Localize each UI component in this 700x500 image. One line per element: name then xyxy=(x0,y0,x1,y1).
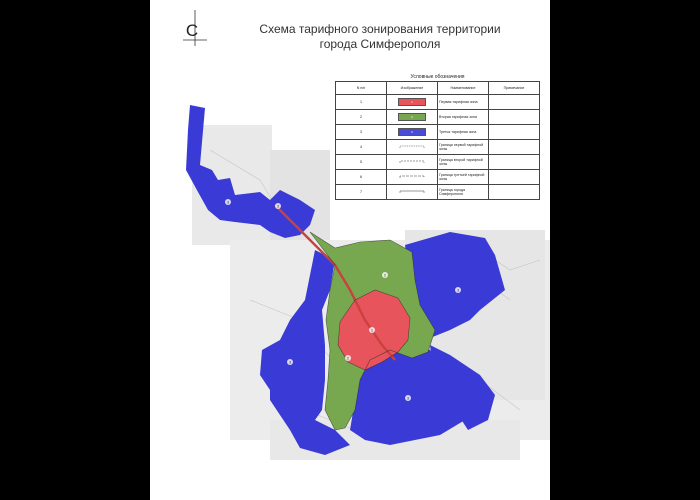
legend-row-sample xyxy=(387,155,438,170)
map-subtitle: города Симферополя xyxy=(319,37,441,51)
north-letter: С xyxy=(185,21,199,40)
zone-3-marker-south-label: 3 xyxy=(406,395,410,401)
map-sheet xyxy=(150,0,550,500)
zone-2-marker-label: 2 xyxy=(346,355,350,361)
legend xyxy=(335,73,540,200)
zone-3-marker-west-label: 3 xyxy=(288,359,292,365)
legend-header-image: Изображение xyxy=(387,82,438,95)
legend-row-name: Граница города Симферополя xyxy=(438,185,489,200)
legend-header-note: Примечание xyxy=(489,82,540,95)
legend-row-note xyxy=(489,170,540,185)
legend-row xyxy=(336,185,540,200)
legend-row-note xyxy=(489,95,540,110)
zone-3-marker-north-label: 3 xyxy=(226,199,230,205)
legend-row-sample xyxy=(387,110,438,125)
legend-row-number: 5 xyxy=(336,155,387,170)
legend-row xyxy=(336,95,540,110)
legend-row-name: Вторая тарифная зона xyxy=(438,110,489,125)
legend-color-swatch: 3 xyxy=(398,128,426,136)
legend-row-sample xyxy=(387,95,438,110)
legend-line-sample xyxy=(399,175,425,179)
legend-header-name: Наименование xyxy=(438,82,489,95)
legend-row-number: 6 xyxy=(336,170,387,185)
legend-color-swatch: 1 xyxy=(398,98,426,106)
legend-table xyxy=(335,81,540,200)
zone-3-marker-north-2-label: 3 xyxy=(276,203,280,209)
zone-2-marker-north-label: 2 xyxy=(383,272,387,278)
legend-row xyxy=(336,110,540,125)
legend-header-row xyxy=(336,82,540,95)
zone-2-marker xyxy=(345,355,351,361)
legend-row-number: 7 xyxy=(336,185,387,200)
legend-line-sample xyxy=(399,160,425,164)
zone-1-marker-label: 1 xyxy=(370,327,374,333)
legend-header-num: N п/п xyxy=(336,82,387,95)
zone-3-marker-south xyxy=(405,395,411,401)
legend-row xyxy=(336,170,540,185)
legend-row-sample xyxy=(387,185,438,200)
legend-row-name: Третья тарифная зона xyxy=(438,125,489,140)
legend-row-number: 1 xyxy=(336,95,387,110)
legend-row xyxy=(336,155,540,170)
legend-row-sample xyxy=(387,140,438,155)
legend-row-note xyxy=(489,125,540,140)
zone-3-marker-west xyxy=(287,359,293,365)
legend-color-swatch: 2 xyxy=(398,113,426,121)
legend-row-note xyxy=(489,155,540,170)
legend-row-note xyxy=(489,110,540,125)
legend-row-note xyxy=(489,185,540,200)
legend-row-name: Граница третьей тарифной зоны xyxy=(438,170,489,185)
legend-row-sample xyxy=(387,170,438,185)
zone-3-marker-north xyxy=(225,199,231,205)
legend-row xyxy=(336,140,540,155)
zone-3-marker-east-label: 3 xyxy=(456,287,460,293)
legend-caption: Условные обозначения xyxy=(410,74,465,80)
legend-line-sample xyxy=(399,190,425,194)
legend-row-note xyxy=(489,140,540,155)
legend-line-sample xyxy=(399,145,425,149)
zone-1-marker xyxy=(369,327,375,333)
legend-row-number: 4 xyxy=(336,140,387,155)
zone-3-marker-east xyxy=(455,287,461,293)
legend-row-number: 3 xyxy=(336,125,387,140)
zone-2-marker-north xyxy=(382,272,388,278)
legend-row-name: Первая тарифная зона xyxy=(438,95,489,110)
legend-row-name: Граница второй тарифной зоны xyxy=(438,155,489,170)
legend-row-sample xyxy=(387,125,438,140)
legend-row xyxy=(336,125,540,140)
zone-3-marker-north-2 xyxy=(275,203,281,209)
legend-row-name: Граница первой тарифной зоны xyxy=(438,140,489,155)
legend-row-number: 2 xyxy=(336,110,387,125)
map-title: Схема тарифного зонирования территории xyxy=(259,22,501,36)
